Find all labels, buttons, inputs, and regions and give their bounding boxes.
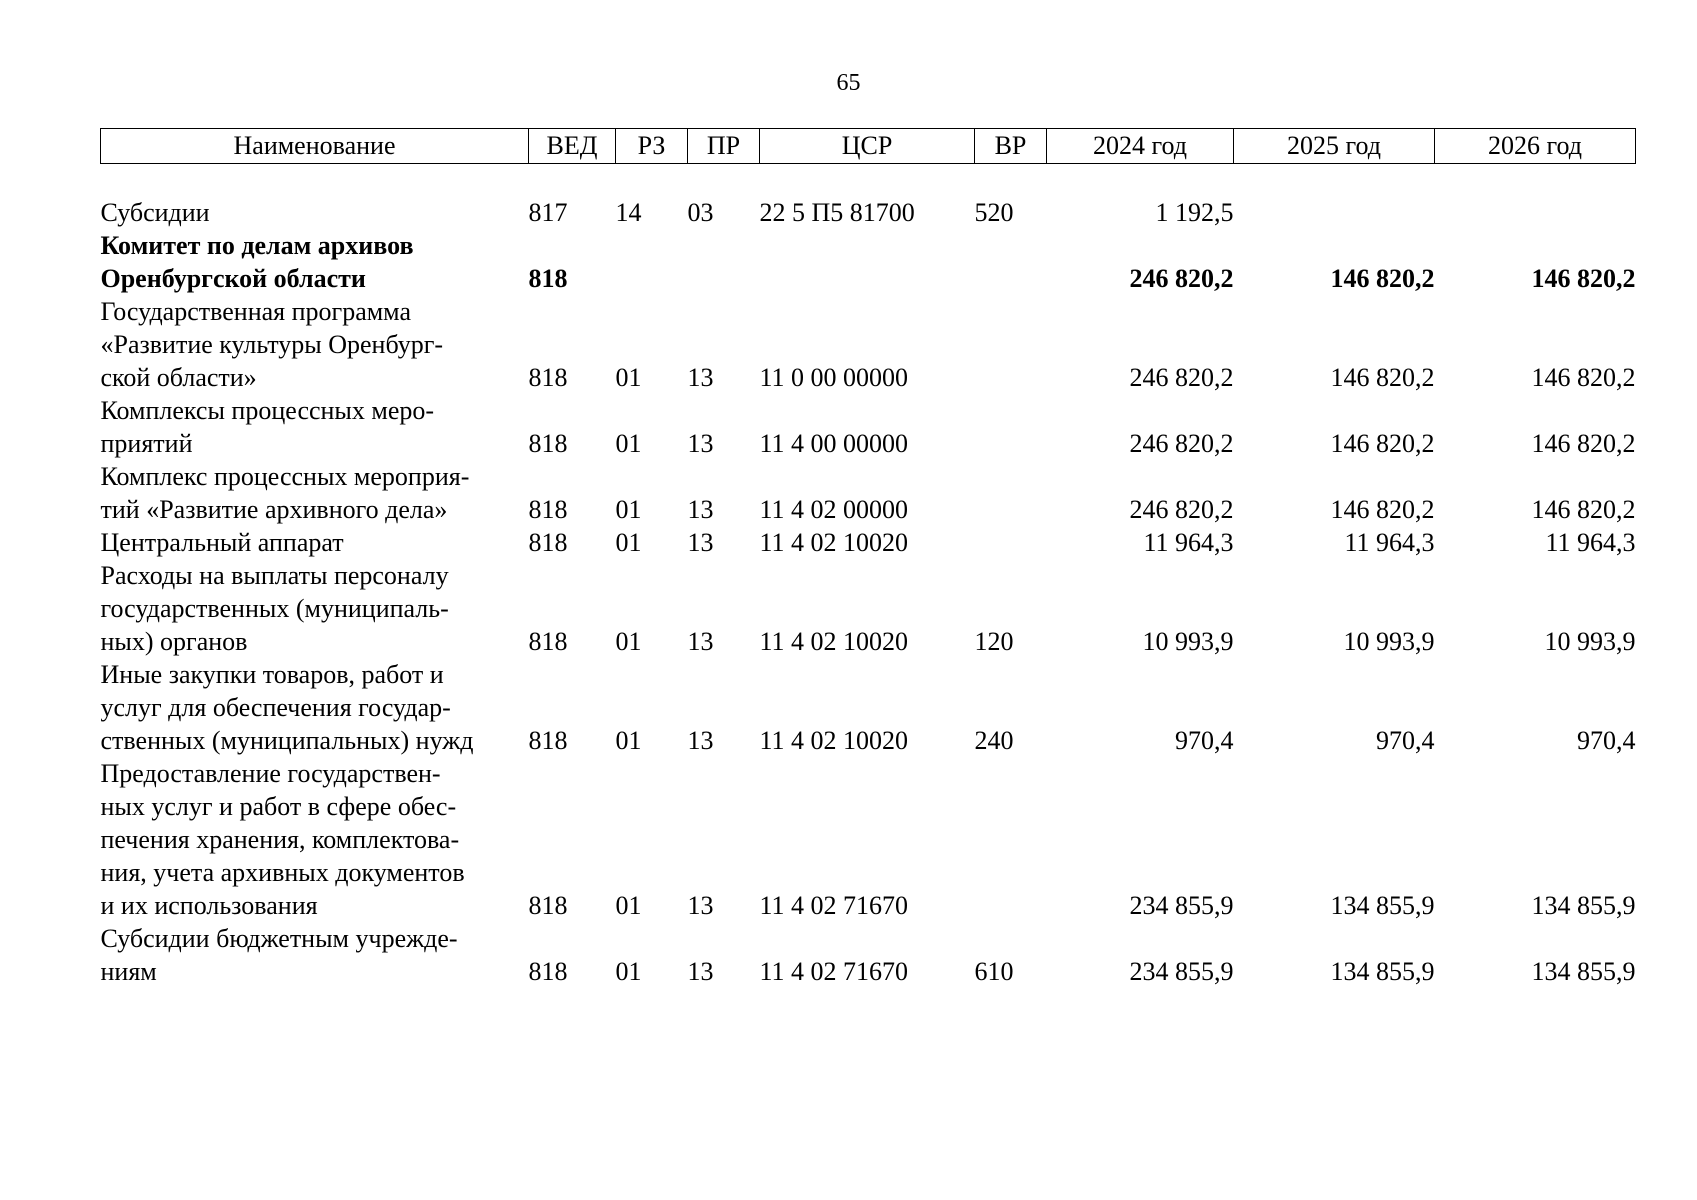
row-name-line: и их использования [100, 891, 318, 920]
cell-2024: 234 855,9 [1129, 891, 1234, 920]
cell-pr: 13 [687, 363, 714, 392]
cell-2024: 1 192,5 [1155, 198, 1234, 227]
table-row [101, 757, 1636, 922]
header-ved: ВЕД [529, 129, 616, 164]
cell-vr: 120 [974, 627, 1014, 656]
cell-ved: 818 [528, 891, 568, 920]
cell-2024: 234 855,9 [1129, 957, 1234, 986]
cell-pr: 13 [687, 528, 714, 557]
table-row [101, 460, 1636, 526]
cell-2026: 11 964,3 [1545, 528, 1636, 557]
cell-2026: 970,4 [1577, 726, 1636, 755]
cell-ved: 818 [528, 363, 568, 392]
row-name-line: тий «Развитие архивного дела» [100, 495, 448, 524]
cell-csr: 11 4 02 71670 [759, 957, 909, 986]
cell-2025: 970,4 [1376, 726, 1435, 755]
row-name [101, 460, 529, 526]
cell-pr: 03 [687, 198, 714, 227]
table-row [101, 526, 1636, 559]
cell-ved: 818 [528, 957, 568, 986]
cell-vr [975, 295, 1047, 394]
cell-vr [975, 229, 1047, 295]
cell-rz: 01 [615, 957, 642, 986]
cell-vr [975, 460, 1047, 526]
row-name [101, 295, 529, 394]
cell-2024: 246 820,2 [1129, 264, 1234, 293]
table-header [101, 129, 1636, 164]
cell-pr: 13 [687, 957, 714, 986]
table-row [101, 559, 1636, 658]
cell-ved: 817 [528, 198, 568, 227]
cell-pr: 13 [687, 429, 714, 458]
row-name-line: ниям [100, 957, 157, 986]
table-body [101, 164, 1636, 989]
cell-2024: 11 964,3 [1143, 528, 1234, 557]
header-2024: 2024 год [1047, 129, 1234, 164]
cell-vr [975, 757, 1047, 922]
table-row [101, 229, 1636, 295]
cell-csr: 11 4 02 10020 [759, 627, 909, 656]
row-name-line: Расходы на выплаты персоналу [100, 561, 449, 590]
row-name-line: приятий [100, 429, 193, 458]
cell-csr: 11 4 02 10020 [759, 528, 909, 557]
row-name-line: Оренбургской области [100, 264, 366, 293]
cell-2026: 146 820,2 [1531, 363, 1636, 392]
cell-2026: 10 993,9 [1544, 627, 1636, 656]
cell-ved: 818 [528, 528, 568, 557]
cell-ved: 818 [528, 429, 568, 458]
cell-ved: 818 [528, 264, 568, 293]
row-name [101, 658, 529, 757]
page-number: 65 [836, 70, 861, 96]
cell-vr: 520 [974, 198, 1014, 227]
header-csr: ЦСР [760, 129, 975, 164]
row-name-line: услуг для обеспечения государ- [100, 693, 451, 722]
cell-csr [760, 229, 975, 295]
spacer-row [101, 164, 1636, 197]
row-name-line: Комплексы процессных меро- [100, 396, 435, 425]
cell-2024: 246 820,2 [1129, 363, 1234, 392]
cell-vr: 240 [974, 726, 1014, 755]
cell-2025: 146 820,2 [1330, 363, 1435, 392]
cell-2024: 246 820,2 [1129, 429, 1234, 458]
header-rz: РЗ [616, 129, 688, 164]
cell-ved: 818 [528, 495, 568, 524]
table-row [101, 922, 1636, 988]
row-name-line: ния, учета архивных документов [100, 858, 465, 887]
cell-2024: 10 993,9 [1142, 627, 1234, 656]
cell-rz: 01 [615, 627, 642, 656]
header-2026: 2026 год [1435, 129, 1636, 164]
cell-vr [975, 526, 1047, 559]
cell-rz: 01 [615, 528, 642, 557]
cell-2025: 146 820,2 [1330, 495, 1435, 524]
cell-2026: 134 855,9 [1531, 891, 1636, 920]
cell-rz: 01 [615, 891, 642, 920]
header-vr: ВР [975, 129, 1047, 164]
row-name-line: ных) органов [100, 627, 248, 656]
cell-2025: 146 820,2 [1330, 429, 1435, 458]
row-name-line: Иные закупки товаров, работ и [100, 660, 444, 689]
row-name-line: ных услуг и работ в сфере обес- [100, 792, 457, 821]
cell-pr [688, 229, 760, 295]
cell-2025: 134 855,9 [1330, 891, 1435, 920]
header-row [101, 129, 1636, 164]
cell-2025: 146 820,2 [1330, 264, 1435, 293]
cell-csr: 11 4 02 00000 [759, 495, 909, 524]
row-name-line: Государственная программа [100, 297, 412, 326]
row-name-line: печения хранения, комплектова- [100, 825, 460, 854]
cell-rz: 01 [615, 726, 642, 755]
row-name-line: Центральный аппарат [100, 528, 344, 557]
table-row [101, 394, 1636, 460]
cell-pr: 13 [687, 726, 714, 755]
row-name-line: «Развитие культуры Оренбург- [100, 330, 444, 359]
cell-2026 [1435, 196, 1636, 229]
cell-2025: 11 964,3 [1344, 528, 1435, 557]
row-name [101, 394, 529, 460]
cell-vr [975, 394, 1047, 460]
cell-2026: 146 820,2 [1531, 495, 1636, 524]
cell-2025 [1234, 196, 1435, 229]
row-name [101, 757, 529, 922]
cell-csr: 11 4 02 71670 [759, 891, 909, 920]
cell-2024: 246 820,2 [1129, 495, 1234, 524]
table-row [101, 295, 1636, 394]
cell-rz [616, 229, 688, 295]
cell-pr: 13 [687, 495, 714, 524]
cell-csr: 11 4 00 00000 [759, 429, 909, 458]
row-name-line: ственных (муниципальных) нужд [100, 726, 474, 755]
header-pr: ПР [688, 129, 760, 164]
row-name [101, 559, 529, 658]
row-name [101, 229, 529, 295]
row-name [101, 196, 529, 229]
table-row [101, 196, 1636, 229]
header-2025: 2025 год [1234, 129, 1435, 164]
cell-2024: 970,4 [1175, 726, 1234, 755]
row-name-line: ской области» [100, 363, 257, 392]
cell-rz: 01 [615, 495, 642, 524]
row-name-line: Комитет по делам архивов [100, 231, 414, 260]
row-name-line: государственных (муниципаль- [100, 594, 449, 623]
cell-vr: 610 [974, 957, 1014, 986]
cell-pr: 13 [687, 891, 714, 920]
cell-2026: 134 855,9 [1531, 957, 1636, 986]
cell-2026: 146 820,2 [1531, 264, 1636, 293]
cell-2025: 134 855,9 [1330, 957, 1435, 986]
cell-rz: 01 [615, 429, 642, 458]
row-name-line: Субсидии бюджетным учрежде- [100, 924, 458, 953]
header-name: Наименование [101, 129, 529, 164]
row-name-line: Комплекс процессных мероприя- [100, 462, 470, 491]
budget-table [100, 128, 1636, 988]
row-name-line: Предоставление государствен- [100, 759, 441, 788]
cell-ved: 818 [528, 726, 568, 755]
cell-rz: 14 [615, 198, 642, 227]
row-name [101, 526, 529, 559]
cell-2025: 10 993,9 [1343, 627, 1435, 656]
cell-csr: 11 0 00 00000 [759, 363, 909, 392]
cell-csr: 11 4 02 10020 [759, 726, 909, 755]
table-row [101, 658, 1636, 757]
cell-2026: 146 820,2 [1531, 429, 1636, 458]
cell-pr: 13 [687, 627, 714, 656]
row-name-line: Субсидии [100, 198, 210, 227]
cell-rz: 01 [615, 363, 642, 392]
row-name [101, 922, 529, 988]
cell-csr: 22 5 П5 81700 [759, 198, 915, 227]
cell-ved: 818 [528, 627, 568, 656]
